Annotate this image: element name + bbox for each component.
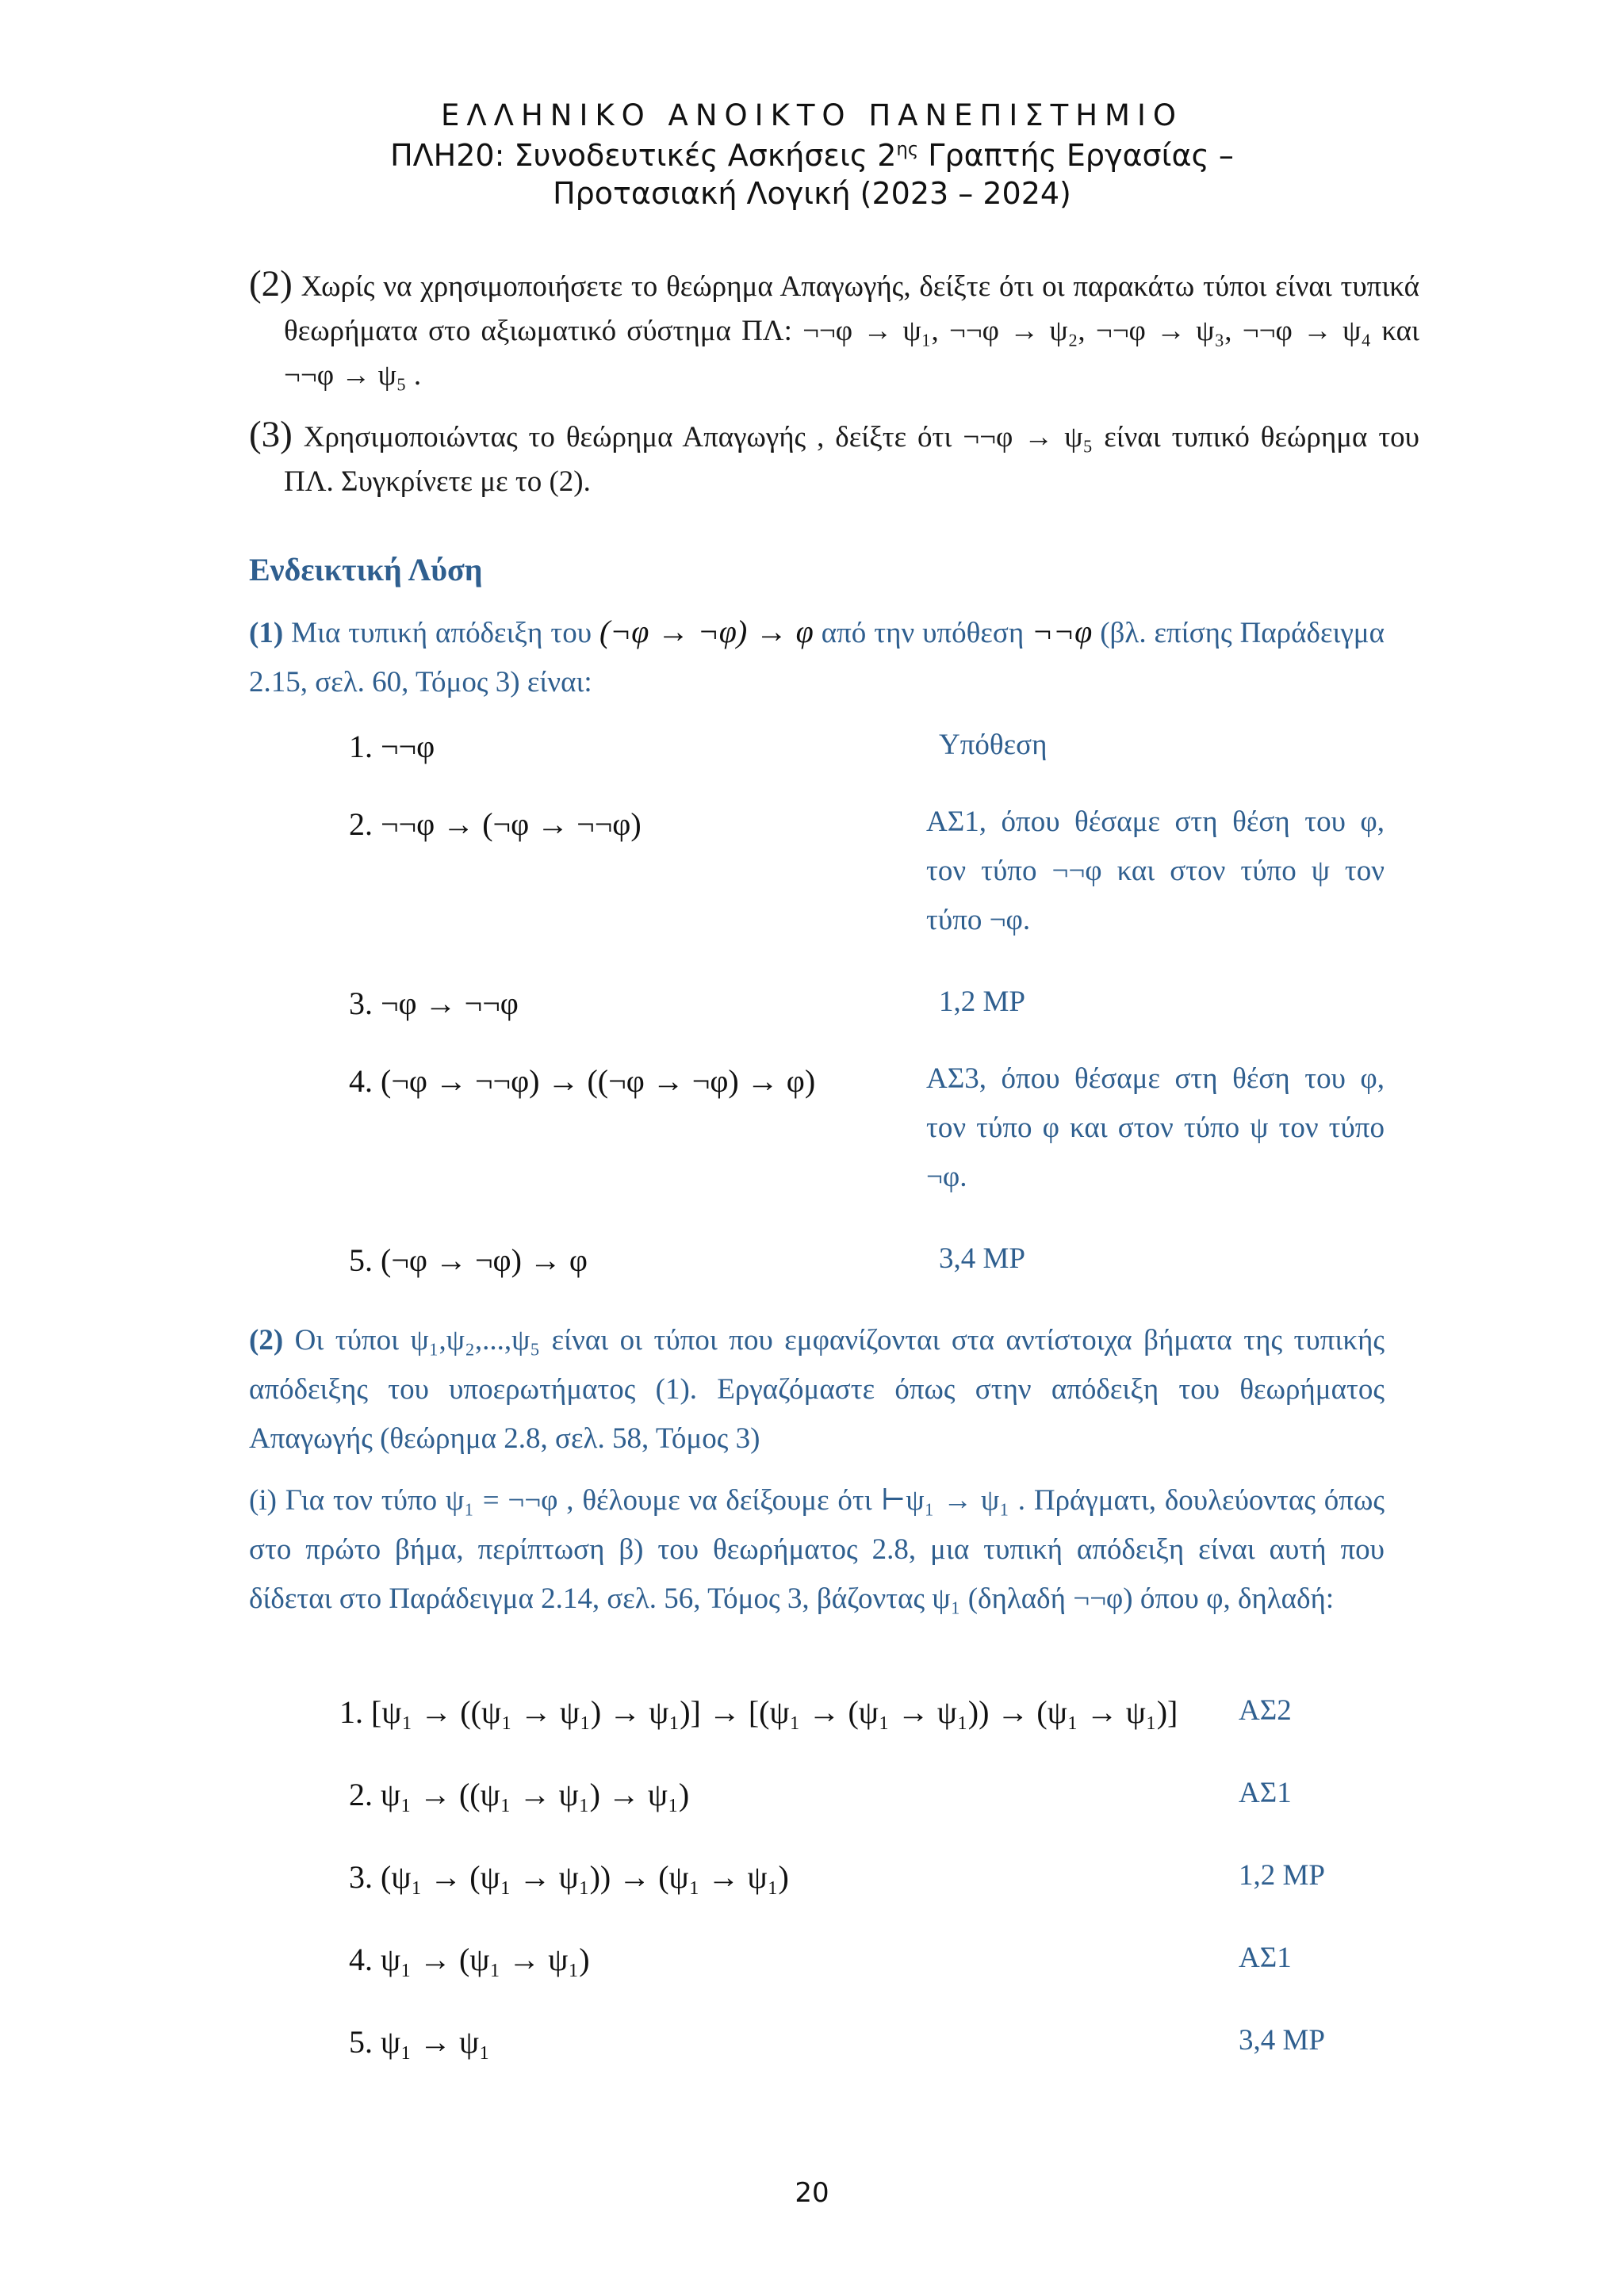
proof2-just-1: ΑΣ2 [1239,1694,1292,1727]
header-course-sup: ης [896,139,919,160]
proof1-step-2: 2. ¬¬φ → (¬φ → ¬¬φ) [349,806,642,842]
question-3 [249,412,1419,504]
proof1-just-1: Υπόθεση [939,729,1048,761]
page-number: 20 [795,2177,829,2209]
solution-part-1-formula: (¬φ → ¬φ) → φ [599,614,814,649]
proof1-step-5: 5. (¬φ → ¬φ) → φ [349,1242,588,1278]
solution-part-1 [249,607,1385,707]
proof2-step-4: 4. ψ₁ → (ψ₁ → ψ₁) [349,1942,590,1977]
question-2-text: Χωρίς να χρησιμοποιήσετε το θεώρημα Απαγωγής, δείξτε ότι οι παρακάτω τύποι είναι τυπικά θεωρήματα στο αξιωματικό σύστημα ΠΛ: ¬¬φ → ψ₁, ¬¬φ → ψ₂, ¬¬φ → ψ₃, ¬¬φ → ψ₄ και ¬¬φ → ψ₅ . [284,270,1419,392]
header-course [0,138,1624,173]
solution-title: Ενδεικτική Λύση [249,552,483,587]
header-course-text: ΠΛΗ20: Συνοδευτικές Ασκήσεις 2 [390,138,897,173]
proof1-step-1: 1. ¬¬φ [349,729,435,764]
proof1-just-5: 3,4 MP [939,1242,1025,1275]
proof1-just-2: ΑΣ1, όπου θέσαμε στη θέση του φ, τον τύπο ¬¬φ και στον τύπο ψ τον τύπο ¬φ. [926,806,1385,936]
proof2-step-1: 1. [ψ₁ → ((ψ₁ → ψ₁) → ψ₁)] → [(ψ₁ → (ψ₁ → ψ₁)) → (ψ₁ → ψ₁)] [339,1694,1178,1730]
question-2 [249,262,1419,398]
question-3-text: Χρησιμοποιώντας το θεώρημα Απαγωγής , δείξτε ότι ¬¬φ → ψ₅ είναι τυπικό θεώρημα του ΠΛ. Συγκρίνετε με το (2). [284,421,1420,498]
proof2-just-3: 1,2 MP [1239,1859,1325,1892]
solution-part-2 [249,1316,1385,1464]
solution-part-2-i [249,1476,1385,1624]
proof2-just-2: ΑΣ1 [1239,1777,1292,1809]
solution-part-2-text: Οι τύποι ψ₁,ψ₂,...,ψ₅ είναι οι τύποι που εμφανίζονται στα αντίστοιχα βήματα της τυπικής απόδειξης του υποερωτήματος (1). Εργαζόμαστε όπως στην απόδειξη του θεωρήματος Απαγωγής (θεώρημα 2.8, σελ. 58, Τόμος 3) [249,1324,1385,1455]
header-topic: Προτασιακή Λογική (2023 – 2024) [553,176,1071,211]
proof2-just-5: 3,4 MP [1239,2024,1325,2057]
question-3-number: (3) [249,414,293,455]
solution-part-1-hypothesis: ¬¬φ [1032,614,1093,649]
proof2-step-3: 3. (ψ₁ → (ψ₁ → ψ₁)) → (ψ₁ → ψ₁) [349,1859,789,1895]
solution-part-2-number: (2) [249,1324,284,1357]
header-course-text-end: Γραπτής Εργασίας – [918,138,1234,173]
question-2-number: (2) [249,263,293,304]
proof2-step-5: 5. ψ₁ → ψ₁ [349,2024,490,2060]
proof1-just-4: ΑΣ3, όπου θέσαμε στη θέση του φ, τον τύπο φ και στον τύπο ψ τον τύπο ¬φ. [926,1062,1385,1193]
proof2-just-4: ΑΣ1 [1239,1942,1292,1974]
proof2-step-2: 2. ψ₁ → ((ψ₁ → ψ₁) → ψ₁) [349,1777,690,1812]
solution-part-1-text-c: (βλ. επίσης Παράδειγμα 2.15, σελ. 60, Τόμος 3) είναι: [249,617,1385,698]
proof1-step-3: 3. ¬φ → ¬¬φ [349,985,519,1021]
solution-part-1-text-a: Μια τυπική απόδειξη του [291,617,592,649]
solution-part-1-number: (1) [249,617,284,649]
solution-part-2-i-text: (i) Για τον τύπο ψ₁ = ¬¬φ , θέλουμε να δείξουμε ότι ⊢ψ₁ → ψ₁ . Πράγματι, δουλεύοντας όπως στο πρώτο βήμα, περίπτωση β) του θεωρήματος 2.8, μια τυπική απόδειξη είναι αυτή που δίδεται στο Παράδειγμα 2.14, σελ. 56, Τόμος 3, βάζοντας ψ₁ (δηλαδή ¬¬φ) όπου φ, δηλαδή: [249,1484,1385,1615]
proof1-step-4: 4. (¬φ → ¬¬φ) → ((¬φ → ¬φ) → φ) [349,1063,816,1099]
solution-part-1-text-b: από την υπόθεση [821,617,1025,649]
header-university: ΕΛΛΗΝΙΚΟ ΑΝΟΙΚΤΟ ΠΑΝΕΠΙΣΤΗΜΙΟ [440,98,1183,132]
proof1-just-3: 1,2 MP [939,985,1025,1018]
